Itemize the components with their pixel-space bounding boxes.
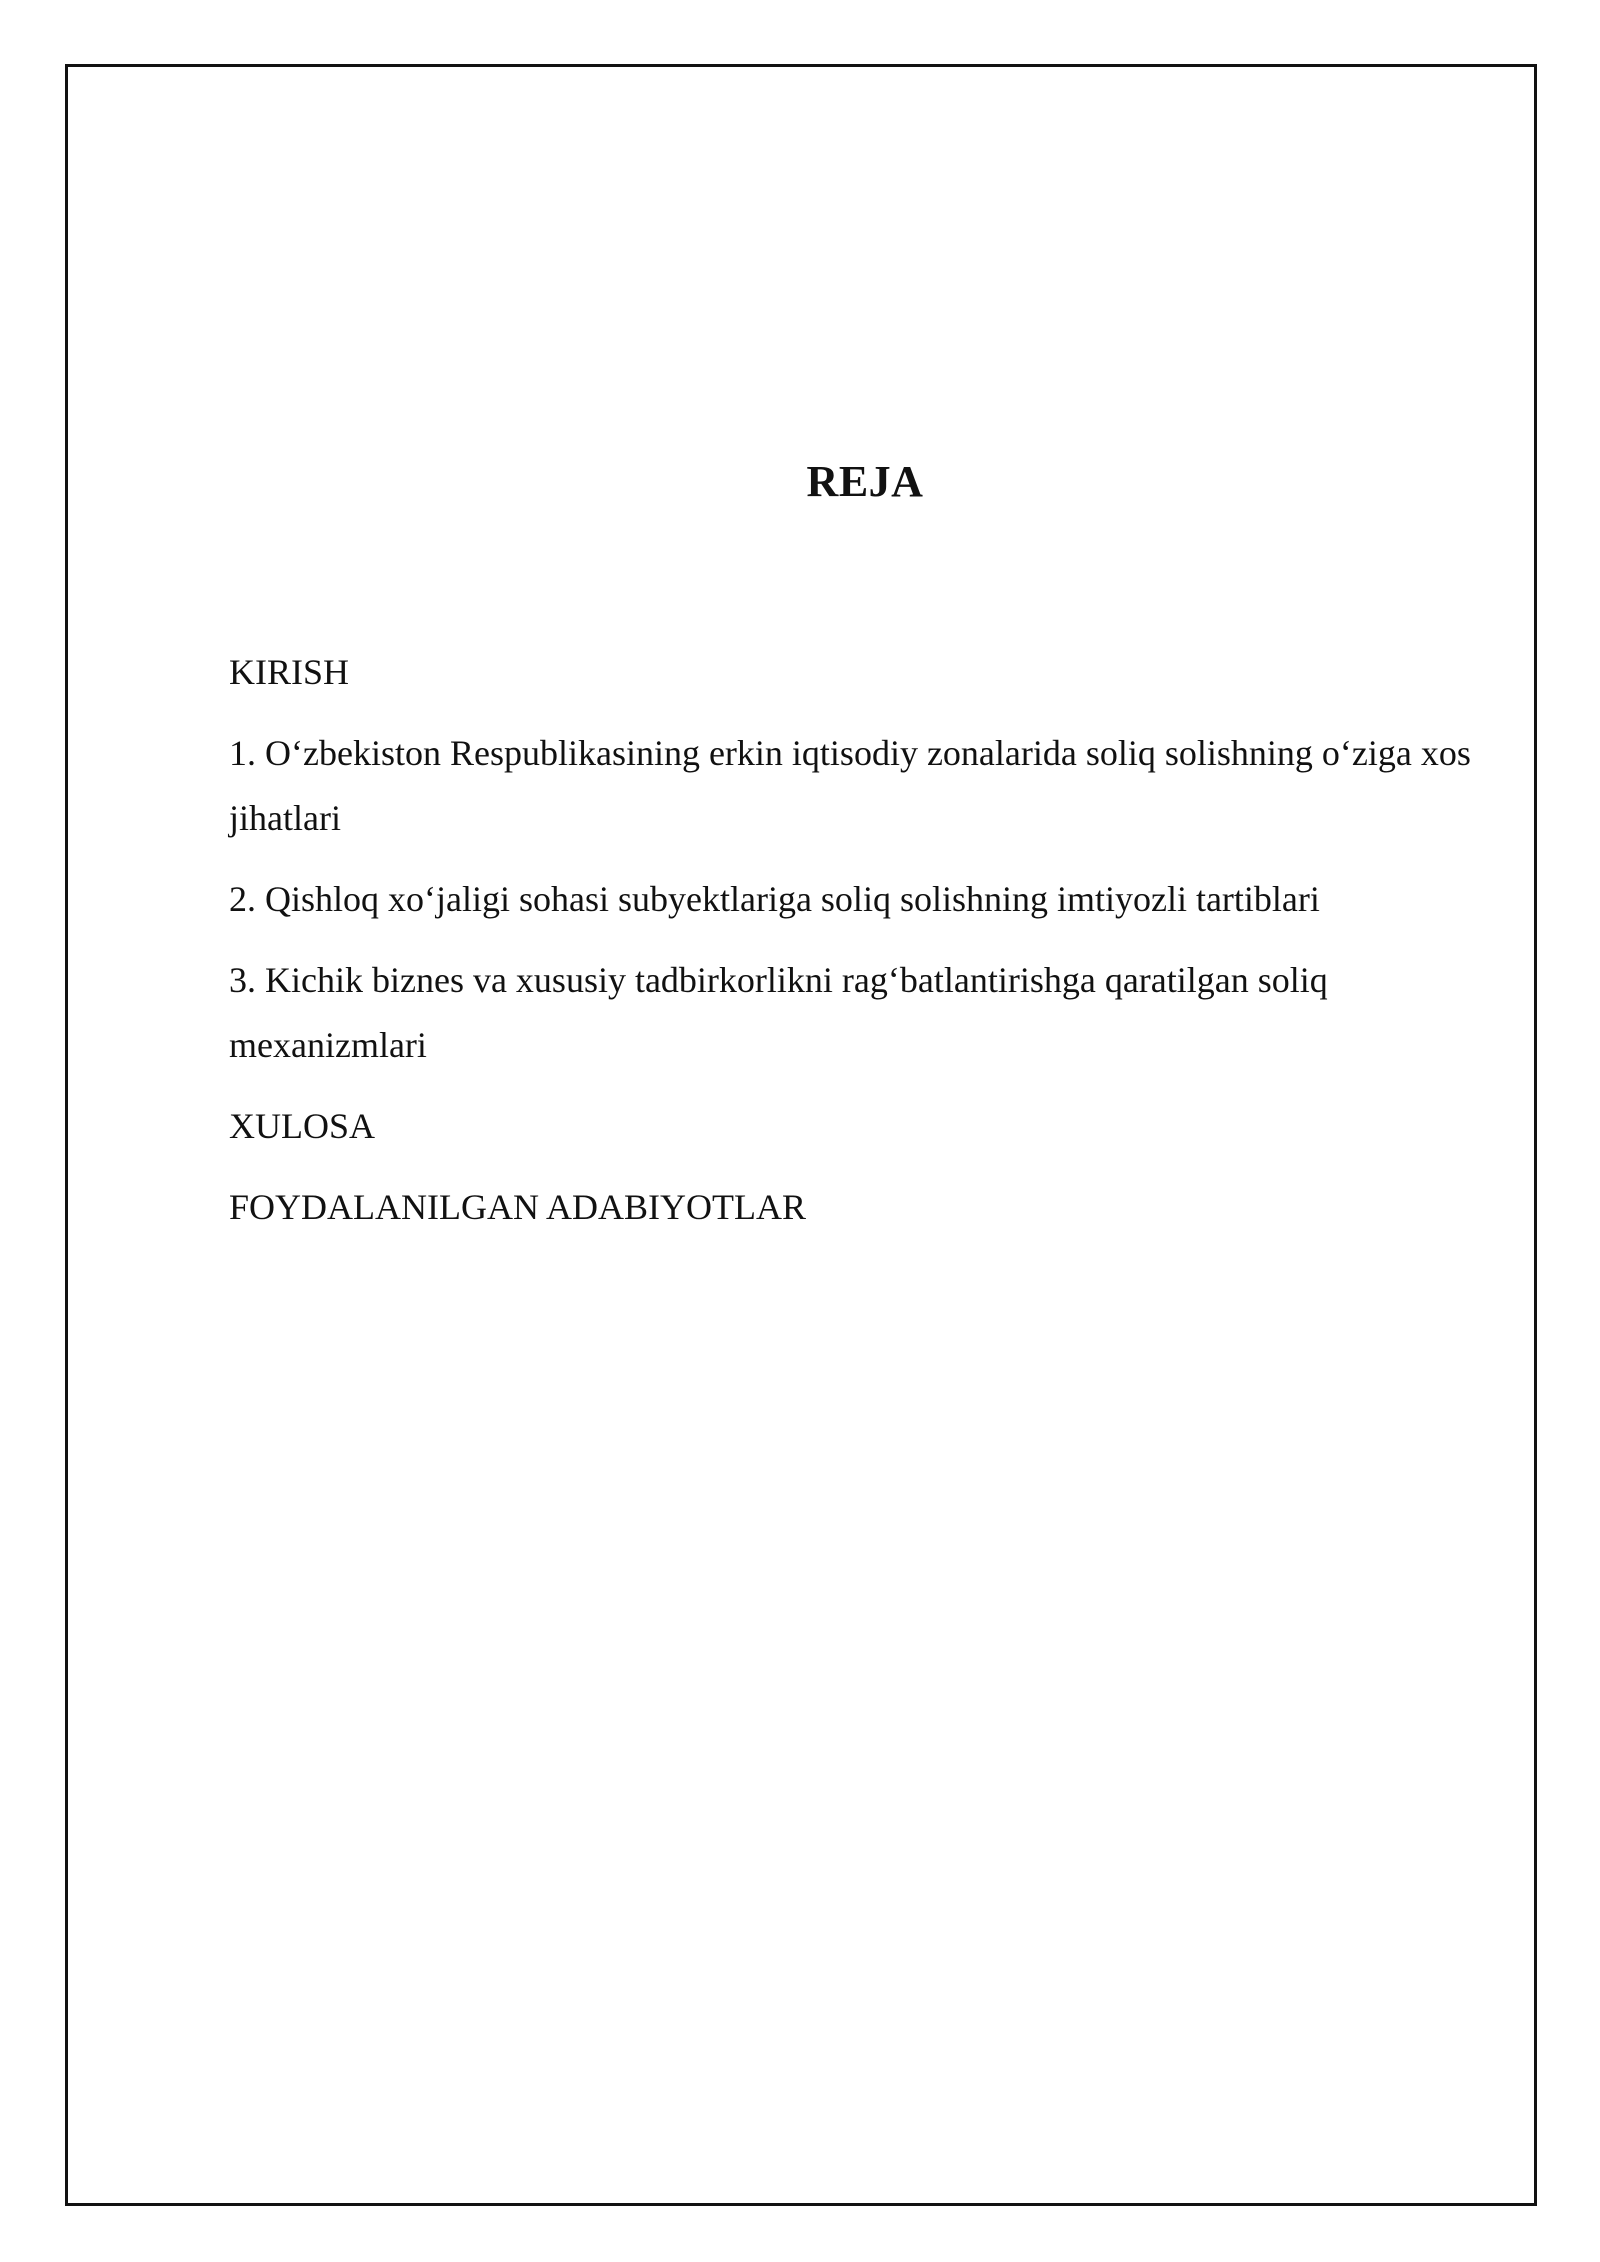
toc-item-section-3: 3. Kichik biznes va xususiy tadbirkorlikni rag‘batlantirishga qaratilgan soliq mexanizmlari [229,960,1328,1065]
toc-item-section-1: 1. O‘zbekiston Respublikasining erkin iqtisodiy zonalarida soliq solishning o‘ziga xos jihatlari [229,733,1471,838]
table-of-contents [229,640,1499,1256]
toc-item-references: FOYDALANILGAN ADABIYOTLAR [229,1187,806,1227]
toc-item-conclusion: XULOSA [229,1106,376,1146]
page-title: REJA [806,457,924,506]
toc-item-section-2: 2. Qishloq xo‘jaligi sohasi subyektlariga soliq solishning imtiyozli tartiblari [229,879,1320,919]
toc-item-introduction: KIRISH [229,652,350,692]
